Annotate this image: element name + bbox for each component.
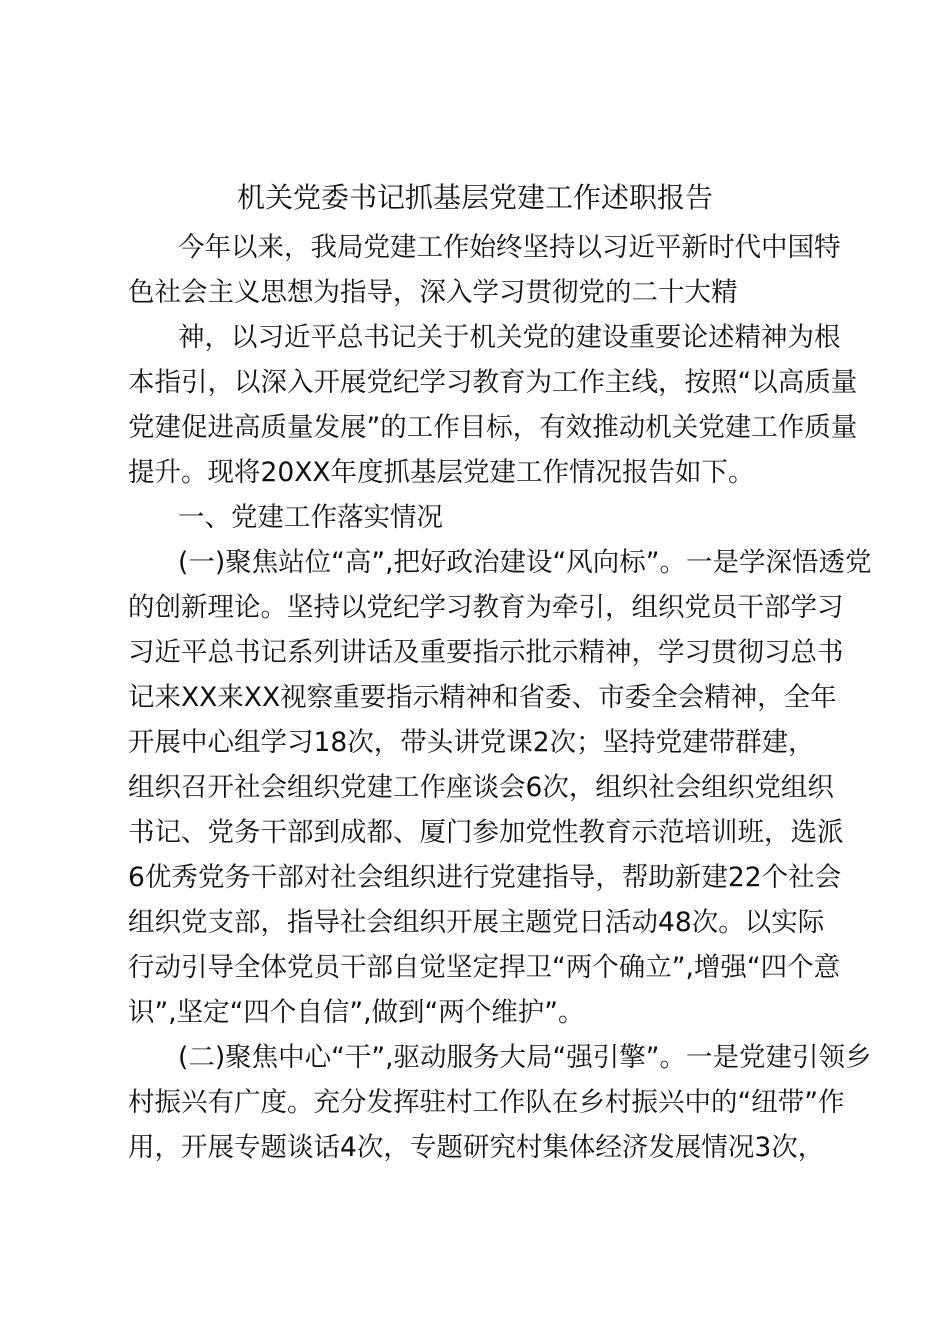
paragraph-line: 组织召开社会组织党建工作座谈会6次，组织社会组织党组织 [128,772,834,803]
paragraph-line: 色社会主义思想为指导，深入学习贯彻党的二十大精 [128,277,738,308]
paragraph-line: 党建促进高质量发展”的工作目标，有效推动机关党建工作质量 [128,412,858,443]
paragraph-line: 识”,坚定“四个自信”,做到“两个维护”。 [128,997,585,1028]
section-heading: 一、党建工作落实情况 [178,502,443,533]
paragraph-line: 今年以来，我局党建工作始终坚持以习近平新时代中国特 [178,232,841,263]
paragraph-line: 开展中心组学习18次，带头讲党课2次；坚持党建带群建， [128,727,815,758]
paragraph-line: 书记、党务干部到成都、厦门参加党性教育示范培训班，选派 [128,817,844,848]
paragraph-line: 神，以习近平总书记关于机关党的建设重要论述精神为根 [178,322,841,353]
paragraph-line: (二)聚焦中心“干”,驱动服务大局“强引擎”。一是党建引领乡 [178,1042,872,1073]
paragraph-line: 习近平总书记系列讲话及重要指示批示精神，学习贯彻习总书 [128,637,844,668]
paragraph-line: 本指引，以深入开展党纪学习教育为工作主线，按照“以高质量 [128,367,858,398]
paragraph-line: 记来XX来XX视察重要指示精神和省委、市委全会精神，全年 [128,682,837,713]
paragraph-line: 的创新理论。坚持以党纪学习教育为牵引，组织党员干部学习 [128,592,844,623]
paragraph-line: 6优秀党务干部对社会组织进行党建指导，帮助新建22个社会 [128,862,842,893]
paragraph-line: (一)聚焦站位“高”,把好政治建设“风向标”。一是学深悟透党 [178,547,872,578]
document-title: 机关党委书记抓基层党建工作述职报告 [236,181,713,214]
paragraph-line: 行动引导全体党员干部自觉坚定捍卫“两个确立”,增强“四个意 [128,952,841,983]
paragraph-line: 村振兴有广度。充分发挥驻村工作队在乡村振兴中的“纽带”作 [128,1087,845,1118]
paragraph-line: 组织党支部，指导社会组织开展主题党日活动48次。以实际 [128,907,825,938]
paragraph-line: 用，开展专题谈话4次，专题研究村集体经济发展情况3次， [128,1132,825,1163]
paragraph-line: 提升。现将20XX年度抓基层党建工作情况报告如下。 [128,457,755,488]
